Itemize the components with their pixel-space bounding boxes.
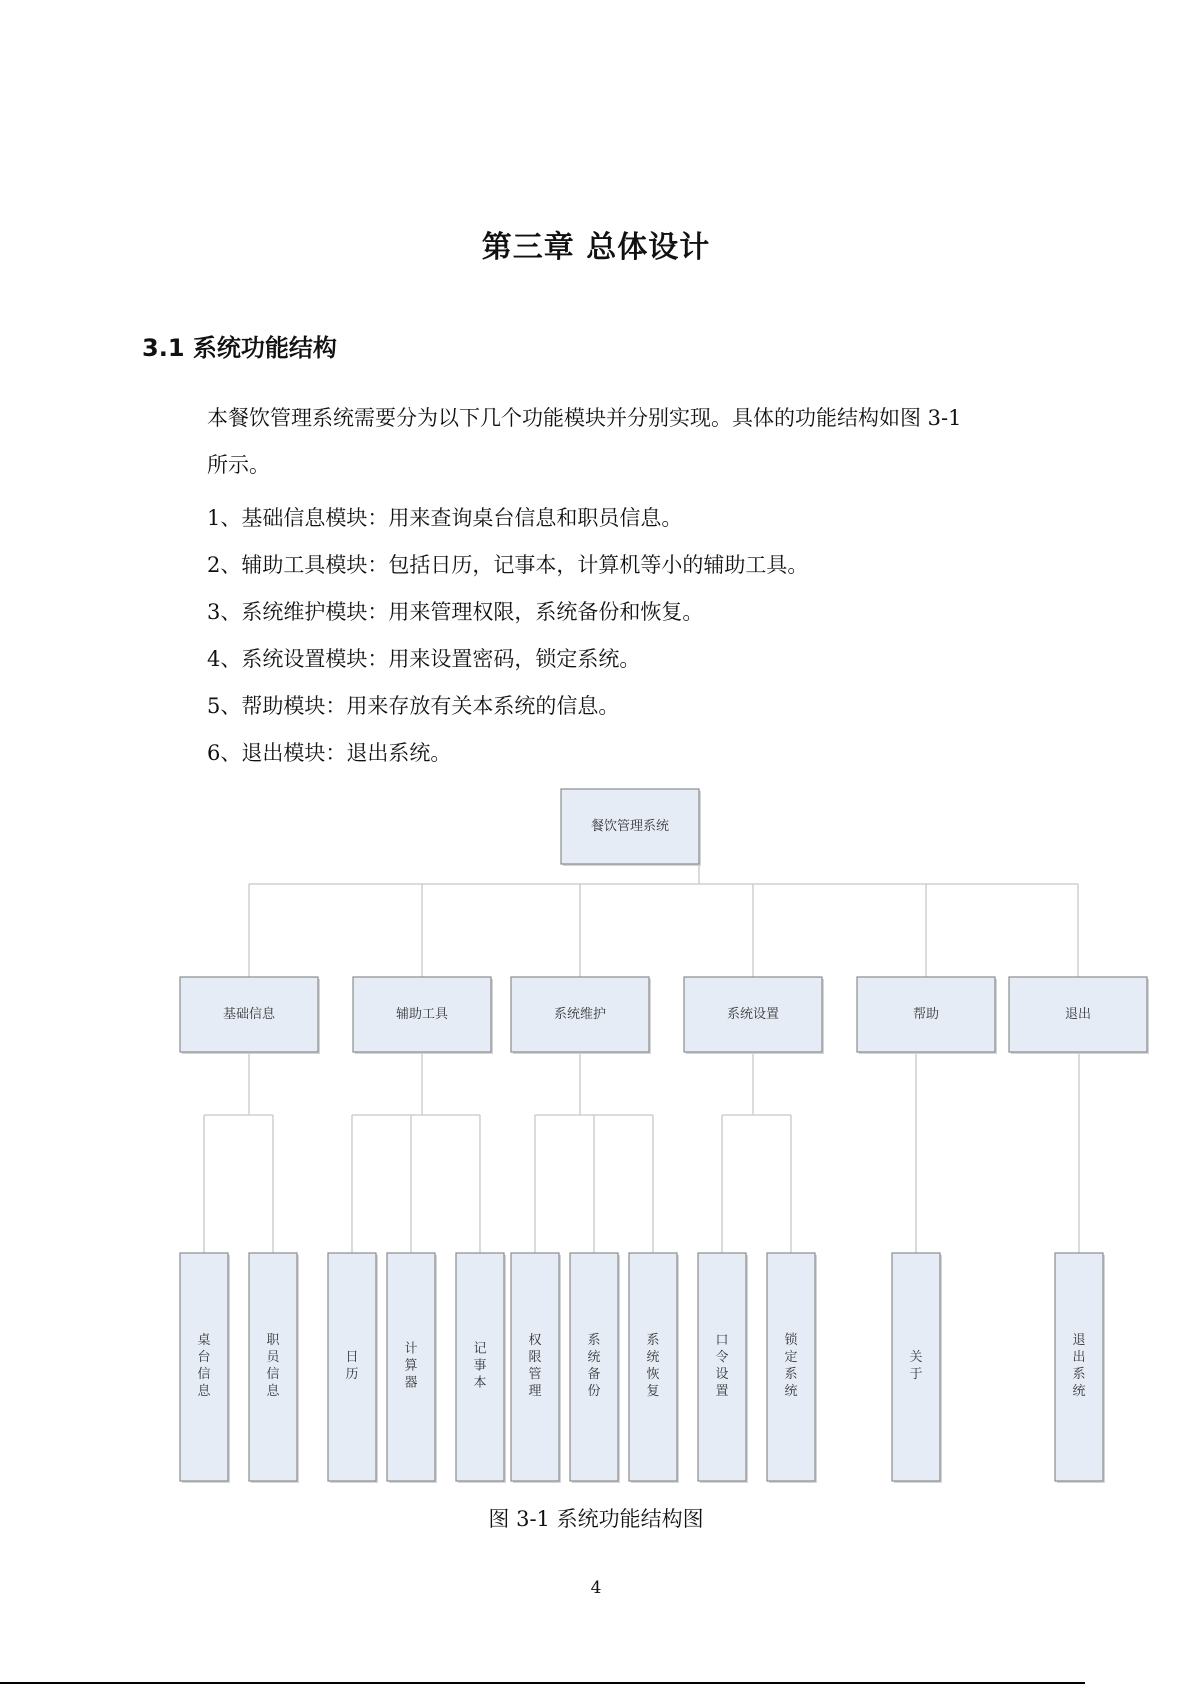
label-char: 计: [404, 1341, 418, 1357]
label-char: 系: [1072, 1367, 1086, 1382]
box-label: 退出: [1064, 1007, 1092, 1022]
label-char: 设: [715, 1367, 729, 1382]
label-char: 关: [909, 1350, 923, 1365]
label-char: 统: [784, 1384, 798, 1399]
label-char: 置: [715, 1384, 729, 1399]
intro-line-2: 所示。: [207, 453, 270, 477]
label-char: 信: [266, 1367, 280, 1382]
box-label: 辅助工具: [395, 1007, 449, 1022]
label-char: 系: [587, 1333, 601, 1348]
label-char: 退: [1072, 1333, 1086, 1348]
label-char: 职: [266, 1333, 280, 1348]
label-char: 于: [909, 1367, 923, 1382]
label-char: 息: [266, 1384, 280, 1399]
label-char: 备: [587, 1367, 601, 1382]
vertical-label: [473, 1342, 486, 1391]
label-char: 理: [528, 1384, 542, 1399]
box-label: 基础信息: [222, 1007, 276, 1022]
label-char: 恢: [646, 1367, 660, 1382]
chapter-title: 第三章 总体设计: [481, 230, 711, 265]
label-char: 定: [784, 1350, 798, 1365]
label-char: 本: [473, 1375, 487, 1391]
label-char: 出: [1072, 1350, 1086, 1365]
list-item: 6、退出模块：退出系统。: [207, 741, 452, 765]
label-char: 权: [528, 1333, 542, 1348]
label-char: 令: [715, 1350, 729, 1365]
list-item: 2、辅助工具模块：包括日历，记事本，计算机等小的辅助工具。: [207, 553, 809, 577]
label-char: 系: [784, 1367, 798, 1382]
label-char: 限: [528, 1350, 542, 1365]
label-char: 统: [646, 1350, 660, 1365]
list-item: 4、系统设置模块：用来设置密码，锁定系统。: [207, 647, 641, 671]
list-item: 3、系统维护模块：用来管理权限，系统备份和恢复。: [207, 600, 704, 624]
label-char: 锁: [784, 1333, 798, 1348]
label-char: 事: [473, 1358, 487, 1374]
label-char: 系: [646, 1333, 660, 1348]
list-item: 5、帮助模块：用来存放有关本系统的信息。: [207, 694, 620, 718]
label-char: 息: [197, 1384, 211, 1399]
label-char: 历: [345, 1367, 359, 1382]
intro-line-1: 本餐饮管理系统需要分为以下几个功能模块并分别实现。具体的功能结构如图 3-1: [207, 406, 962, 430]
label-char: 管: [528, 1367, 542, 1382]
label-char: 信: [197, 1367, 211, 1382]
box-label: 系统维护: [553, 1007, 607, 1022]
label-char: 器: [404, 1375, 418, 1391]
label-char: 算: [404, 1358, 418, 1374]
page-number: 4: [590, 1578, 602, 1598]
box-label: 系统设置: [726, 1007, 780, 1022]
figure-caption: 图 3-1 系统功能结构图: [488, 1507, 704, 1531]
list-item: 1、基础信息模块：用来查询桌台信息和职员信息。: [207, 506, 683, 530]
label-char: 桌: [197, 1333, 211, 1348]
label-char: 统: [587, 1350, 601, 1365]
label-char: 复: [646, 1384, 660, 1399]
label-char: 员: [266, 1350, 280, 1365]
label-char: 口: [715, 1333, 729, 1348]
label-char: 统: [1072, 1384, 1086, 1399]
label-char: 日: [345, 1350, 359, 1365]
vertical-label: [404, 1341, 417, 1391]
label-char: 记: [473, 1341, 487, 1357]
label-char: 份: [587, 1384, 601, 1399]
box-label: 餐饮管理系统: [590, 819, 670, 834]
label-char: 台: [197, 1350, 211, 1365]
section-title: 3.1 系统功能结构: [142, 334, 337, 362]
footer-rule: [0, 1682, 1085, 1684]
box-label: 帮助: [912, 1007, 940, 1022]
